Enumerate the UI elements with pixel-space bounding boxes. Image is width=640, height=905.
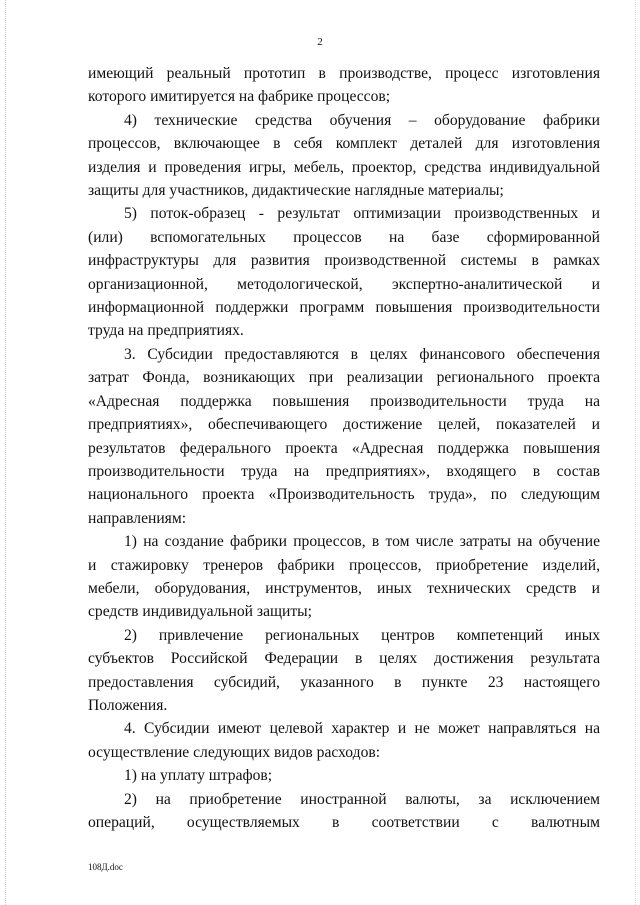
text-line: 1) на создание фабрики процессов, в том числе затраты на обучение xyxy=(124,533,600,551)
text-line: организационной, методологической, экспертно-аналитической и xyxy=(88,275,600,293)
text-line: инфраструктуры для развития производственной системы в рамках xyxy=(88,252,600,270)
text-line: мебели, оборудования, инструментов, иных технических средств и xyxy=(88,579,600,597)
text-line: 1) на уплату штрафов; xyxy=(124,767,273,785)
text-line: защиты для участников, дидактические наглядные материалы; xyxy=(88,182,504,200)
scan-edge-left xyxy=(5,0,6,905)
text-line: 2) на приобретение иностранной валюты, за исключением xyxy=(124,790,600,808)
text-line: предоставления субсидий, указанного в пункте 23 настоящего xyxy=(88,673,600,691)
document-body xyxy=(88,62,600,834)
text-line: 4. Субсидии имеют целевой характер и не может направляться на xyxy=(124,720,600,738)
text-line: имеющий реальный прототип в производстве, процесс изготовления xyxy=(88,65,600,82)
text-line: информационной поддержки программ повышения производительности xyxy=(88,299,600,317)
text-line: результатов федерального проекта «Адресная поддержка повышения xyxy=(88,439,600,457)
text-line: 3. Субсидии предоставляются в целях финансового обеспечения xyxy=(124,345,600,363)
text-line: средств индивидуальной защиты; xyxy=(88,603,312,621)
text-line: производительности труда на предприятиях», входящего в состав xyxy=(88,462,600,480)
text-line: предприятиях», обеспечивающего достижение целей, показателей и xyxy=(88,416,600,434)
text-line: изделия и проведения игры, мебель, проектор, средства индивидуальной xyxy=(88,158,600,176)
text-line: направлениям: xyxy=(88,509,187,527)
text-line: процессов, включающее в себя комплект деталей для изготовления xyxy=(88,135,600,153)
text-line: субъектов Российской Федерации в целях достижения результата xyxy=(88,650,600,668)
text-line: осуществление следующих видов расходов: xyxy=(88,743,381,761)
text-line: затрат Фонда, возникающих при реализации регионального проекта xyxy=(88,369,600,387)
text-line: «Адресная поддержка повышения производительности труда на xyxy=(88,392,600,410)
text-line: национального проекта «Производительность труда», по следующим xyxy=(88,486,600,504)
text-line: которого имитируется на фабрике процессов; xyxy=(88,88,391,106)
text-line: труда на предприятиях. xyxy=(88,322,244,340)
text-line: 4) технические средства обучения – оборудование фабрики xyxy=(124,111,600,129)
text-line: операций, осуществляемых в соответствии с валютным xyxy=(88,814,600,831)
text-line: и стажировку тренеров фабрики процессов, приобретение изделий, xyxy=(88,556,600,574)
text-line: (или) вспомогательных процессов на базе сформированной xyxy=(88,228,600,246)
file-name-footer: 108Д.doc xyxy=(88,862,123,872)
text-line: 5) поток-образец - результат оптимизации производственных и xyxy=(124,205,600,223)
scan-edge-right xyxy=(635,0,636,905)
text-line: 2) привлечение региональных центров компетенций иных xyxy=(124,626,600,644)
page-number: 2 xyxy=(317,36,323,48)
text-line: Положения. xyxy=(88,696,168,714)
